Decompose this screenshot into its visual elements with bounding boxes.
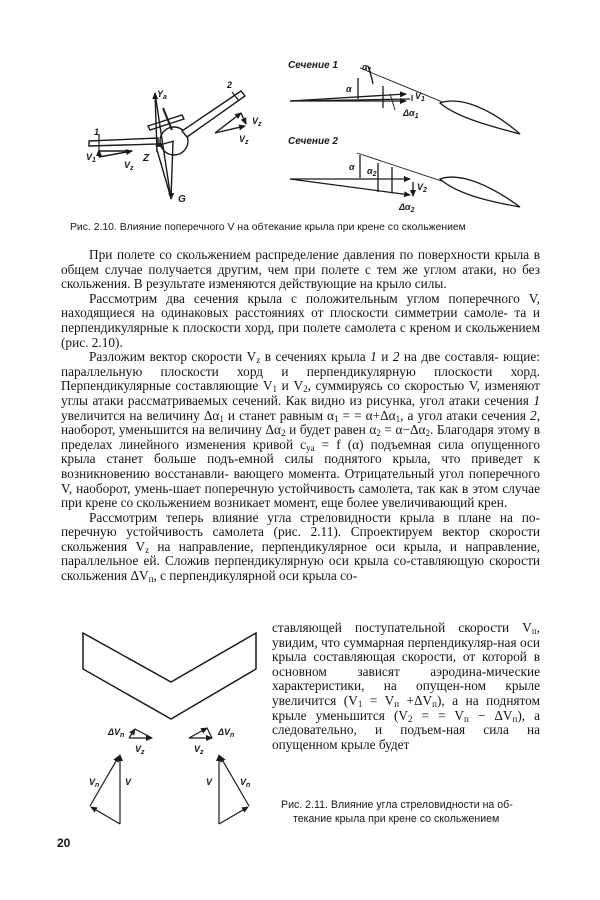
svg-text:α1: $\alpha_1$: [362, 62, 372, 74]
svg-text:Δα2: $\Delta\alpha_2$: [399, 202, 415, 214]
svg-text:α: α: [346, 84, 352, 94]
z-label: Z: [143, 153, 150, 164]
paragraph-4: Рассмотрим теперь влияние угла стреловидности крыла в плане на по-перечную устойчивость самолета (рис. 2.11). Спроектируем вектор скорости скольжения $V_z$ на направление, перпендикулярное оси крыла, и направление, параллельное ей. Сложив перпендикулярную оси крыла со-ставляющую скорости скольжения $\Delta V_п$, с перпендикулярной оси крыла со-: [61, 509, 540, 585]
section-2-title: Сечение 2: [288, 136, 338, 147]
svg-text:V2: $V_2$: [417, 182, 427, 194]
section-1-title: Сечение 1: [288, 60, 338, 71]
paragraph-1: При полете со скольжением распределение давления по поверхности крыла в общем случае получается другим, чем при полете с тем же углом атаки, но без скольжения. В результате изменяются действующие на крыло силы.: [61, 247, 541, 292]
figure-2-10-caption: Рис. 2.10. Влияние поперечного V на обтекание крыла при крене со скольжением: [70, 222, 466, 233]
paragraph-2: Рассмотрим два сечения крыла с положительным углом поперечного V, находящиеся на одинаковых расстояниях от плоскости симметрии самоле- та и перпендикулярные к плоскости хорд, при полете самолета с креном и скольжением (рис. 2.10).: [61, 290, 540, 350]
paragraph-4-continued: ставляющей поступательной скорости $V_п$, увидим, что суммарная перпендикуляр-ная оси крыла составляющая скорости, от которой в основном зависят аэродина-мические характеристики, на опущен-ном крыле увеличится $(V_1 = V_п +\Delta V_п)$, а на поднятом крыле уменьшится ($V_2$ = = $V_п - \Delta V_п$), а следовательно, и подъем-ная сила на опущенном крыле будет: [272, 620, 541, 752]
svg-text:α: α: [349, 162, 355, 172]
page-number: 20: [57, 836, 71, 850]
delta-vn-right-label: $\Delta V_n$: [218, 727, 235, 739]
section-1-label: 1: [94, 127, 100, 137]
figure-2-11-caption-line1: Рис. 2.11. Влияние угла стреловидности на об-: [281, 799, 513, 811]
delta-vn-left-label: $\Delta V_n$: [108, 727, 125, 739]
section-2-label: 2: [227, 80, 233, 90]
figure-2-11-caption-line2: текание крыла при крене со скольжением: [293, 813, 500, 825]
svg-text:Vz: $V_z$: [194, 744, 204, 756]
paragraph-3: Разложим вектор скорости $V_z$ в сечениях крыла 1 и 2 на две составля- ющие: параллельную плоскости хорд и перпендикулярную плоскости хорд. Перпендикулярные составляющие $V_1$ и $V_2$, суммируясь со скоростью V, изменяют углы атаки рассматриваемых сечений. Как видно из рисунка, угол атаки сечения 1 увеличится на величину $\Delta\alpha_1$ и станет равным $\alpha_1$ = = $\alpha+\Delta\alpha_1$, а угол атаки сечения 2, наоборот, уменьшится на величину $\Delta\alpha_2$ и будет равен $\alpha_2 = \alpha-\Delta\alpha_2$. Благодаря этому в пределах линейного изменения кривой $c_{ya} = f$ (α) подъемная сила опущенного крыла станет больше подъ-емной силы поднятого крыла, что приведет к возникновению восстанавли- вающего момента. Отрицательный угол поперечного V, наоборот, умень-шает поперечную устойчивость самолета, так как в этом случае при крене со скольжением возникает момент, еще более увеличивающий крен.: [61, 349, 541, 511]
svg-text:Vz: $V_z$: [252, 116, 262, 128]
v-left-label: V: [125, 777, 132, 787]
svg-text:Vz: $V_z$: [135, 744, 145, 756]
svg-text:Vz: $V_z$: [124, 160, 134, 172]
svg-text:Ya: $Y_a$: [157, 89, 167, 101]
vn-left-label: $V_n$: [89, 777, 100, 789]
vn-right-label: $V_n$: [240, 777, 251, 789]
svg-text:Δα1: $\Delta\alpha_1$: [403, 108, 419, 120]
gravity-label: G: [178, 194, 186, 205]
svg-text:V1: $V_1$: [86, 152, 96, 164]
svg-text:Vz: $V_z$: [239, 134, 249, 146]
svg-text:V1: $V_1$: [415, 91, 425, 103]
lift-label-sub: a: [163, 94, 167, 101]
v-right-label: V: [206, 777, 213, 787]
svg-text:α2: $\alpha_2$: [367, 166, 377, 178]
